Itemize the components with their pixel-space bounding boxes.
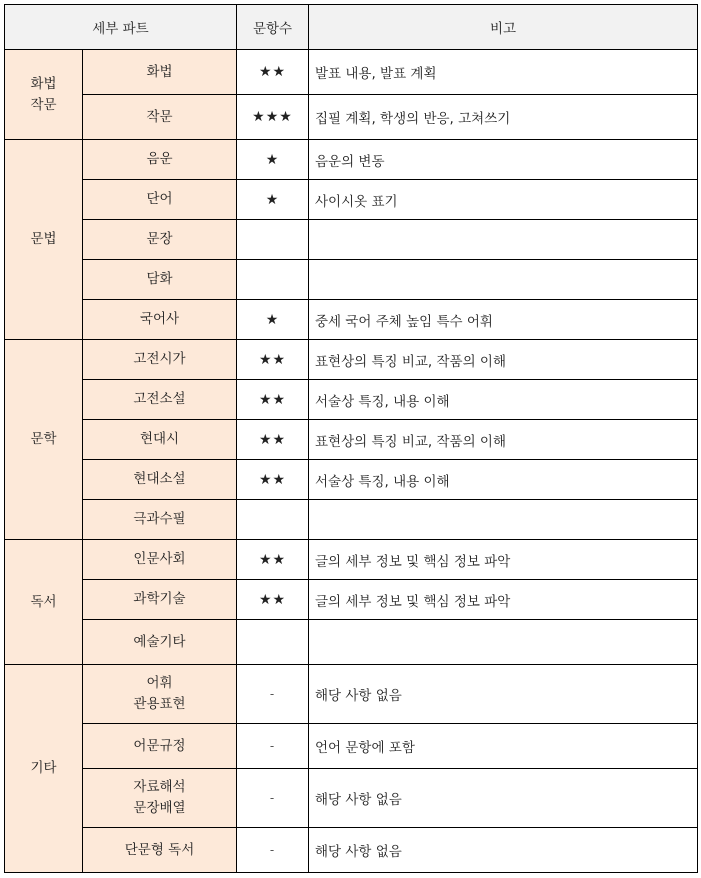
table-row: [5, 620, 698, 665]
part-cell: 화법: [83, 50, 237, 95]
part-cell: 현대소설: [83, 460, 237, 500]
star-rating: [237, 500, 309, 540]
table-row: [5, 580, 698, 620]
table-row: [5, 140, 698, 180]
star-rating: ★★: [237, 460, 309, 500]
star-rating: ★★: [237, 380, 309, 420]
table-row: [5, 95, 698, 140]
category-cell: 독서: [5, 540, 83, 665]
table-row: [5, 50, 698, 95]
star-rating: ★★: [237, 580, 309, 620]
table-row: [5, 300, 698, 340]
part-cell: 자료해석 문장배열: [83, 769, 237, 828]
note-cell: 사이시옷 표기: [309, 180, 698, 220]
table-row: [5, 180, 698, 220]
note-cell: 언어 문항에 포함: [309, 724, 698, 769]
part-cell: 과학기술: [83, 580, 237, 620]
note-cell: [309, 620, 698, 665]
table-row: [5, 380, 698, 420]
note-cell: [309, 260, 698, 300]
part-cell: 현대시: [83, 420, 237, 460]
table-row: [5, 540, 698, 580]
note-cell: [309, 500, 698, 540]
star-rating: -: [237, 724, 309, 769]
note-cell: 글의 세부 정보 및 핵심 정보 파악: [309, 540, 698, 580]
star-rating: ★: [237, 140, 309, 180]
star-rating: -: [237, 769, 309, 828]
note-cell: 해당 사항 없음: [309, 769, 698, 828]
note-cell: 집필 계획, 학생의 반응, 고쳐쓰기: [309, 95, 698, 140]
table-row: [5, 460, 698, 500]
star-rating: -: [237, 828, 309, 873]
part-cell: 인문사회: [83, 540, 237, 580]
note-cell: 해당 사항 없음: [309, 828, 698, 873]
table-row: [5, 724, 698, 769]
table-row: [5, 420, 698, 460]
note-cell: [309, 220, 698, 260]
table-row: [5, 220, 698, 260]
table-row: [5, 500, 698, 540]
note-cell: 해당 사항 없음: [309, 665, 698, 724]
note-cell: 표현상의 특징 비교, 작품의 이해: [309, 420, 698, 460]
part-cell: 고전소설: [83, 380, 237, 420]
header-count: 문항수: [237, 5, 309, 50]
star-rating: ★★: [237, 420, 309, 460]
header-note: 비고: [309, 5, 698, 50]
note-cell: 중세 국어 주체 높임 특수 어휘: [309, 300, 698, 340]
part-cell: 문장: [83, 220, 237, 260]
part-cell: 어휘 관용표현: [83, 665, 237, 724]
part-cell: 단어: [83, 180, 237, 220]
table-row: [5, 260, 698, 300]
note-cell: 서술상 특징, 내용 이해: [309, 460, 698, 500]
table-row: [5, 828, 698, 873]
part-cell: 작문: [83, 95, 237, 140]
header-part: 세부 파트: [5, 5, 237, 50]
star-rating: ★★: [237, 540, 309, 580]
note-cell: 표현상의 특징 비교, 작품의 이해: [309, 340, 698, 380]
star-rating: [237, 620, 309, 665]
part-cell: 단문형 독서: [83, 828, 237, 873]
star-rating: [237, 260, 309, 300]
part-cell: 음운: [83, 140, 237, 180]
star-rating: ★★: [237, 50, 309, 95]
part-cell: 어문규정: [83, 724, 237, 769]
note-cell: 글의 세부 정보 및 핵심 정보 파악: [309, 580, 698, 620]
note-cell: 서술상 특징, 내용 이해: [309, 380, 698, 420]
star-rating: ★: [237, 300, 309, 340]
note-cell: 음운의 변동: [309, 140, 698, 180]
exam-analysis-table: [4, 4, 698, 873]
category-cell: 화법 작문: [5, 50, 83, 140]
star-rating: ★★: [237, 340, 309, 380]
star-rating: -: [237, 665, 309, 724]
table-row: [5, 340, 698, 380]
category-cell: 기타: [5, 665, 83, 873]
star-rating: ★: [237, 180, 309, 220]
header-row: [5, 5, 698, 50]
note-cell: 발표 내용, 발표 계획: [309, 50, 698, 95]
star-rating: [237, 220, 309, 260]
category-cell: 문법: [5, 140, 83, 340]
category-cell: 문학: [5, 340, 83, 540]
part-cell: 고전시가: [83, 340, 237, 380]
table-row: [5, 665, 698, 724]
part-cell: 국어사: [83, 300, 237, 340]
part-cell: 예술기타: [83, 620, 237, 665]
part-cell: 담화: [83, 260, 237, 300]
star-rating: ★★★: [237, 95, 309, 140]
part-cell: 극과수필: [83, 500, 237, 540]
table-row: [5, 769, 698, 828]
